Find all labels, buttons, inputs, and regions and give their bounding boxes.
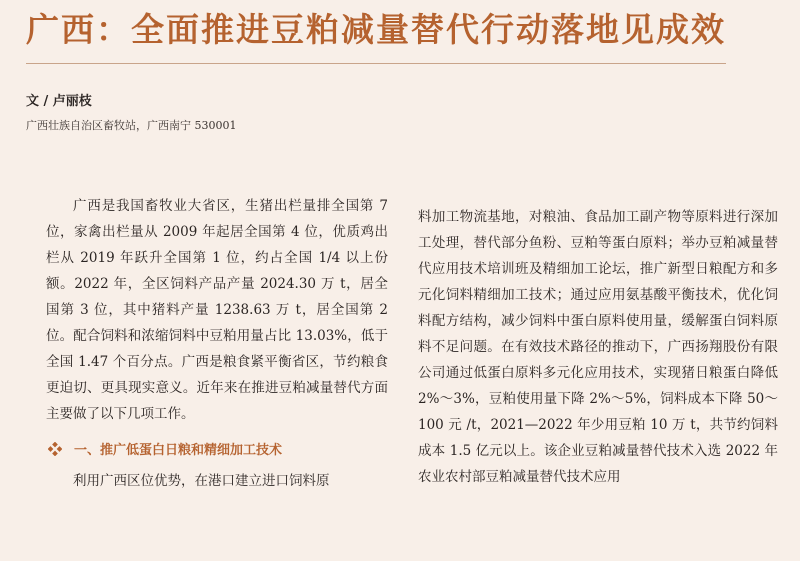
left-column — [46, 193, 388, 494]
author-affiliation: 广西壮族自治区畜牧站，广西南宁 530001 — [26, 119, 237, 132]
article-title: 广西：全面推进豆粕减量替代行动落地见成效 — [26, 10, 726, 49]
right-column — [418, 204, 778, 490]
section-heading-text: 一、推广低蛋白日粮和精细加工技术 — [74, 443, 283, 458]
diamond-cluster-icon — [48, 442, 62, 456]
intro-paragraph: 广西是我国畜牧业大省区，生猪出栏量排全国第 7 位，家禽出栏量从 2009 年起居全国第 4 位，优质鸡出栏从 2019 年跃升全国第 1 位，约占全国 1/4 以上份额。2022 年，全区饲料产品产量 2024.30 万 t，居全国第 3 位，其中猪料产量 1238.63 万 t，居全国第 2 位。配合饲料和浓缩饲料中豆粕用量占比 13.03%，低于全国 1.47 个百分点。广西是粮食紧平衡省区，节约粮食更迫切、更具现实意义。近年来在推进豆粕减量替代方面主要做了以下几项工作。 — [46, 198, 388, 422]
author-byline: 文 / 卢丽枝 — [26, 94, 92, 109]
section-heading-1 — [48, 439, 388, 458]
title-divider — [26, 63, 726, 64]
continued-paragraph: 料加工物流基地，对粮油、食品加工副产物等原料进行深加工处理，替代部分鱼粉、豆粕等蛋白原料；举办豆粕减量替代应用技术培训班及精细加工论坛，推广新型日粮配方和多元化饲料精细加工技术；通过应用氨基酸平衡技术，优化饲料配方结构，减少饲料中蛋白原料使用量，缓解蛋白饲料原料不足问题。在有效技术路径的推动下，广西扬翔股份有限公司通过低蛋白原料多元化应用技术，实现猪日粮蛋白降低 2%～3%，豆粕使用量下降 2%～5%，饲料成本下降 50～100 元 /t，2021—2022 年少用豆粕 10 万 t，共节约饲料成本 1.5 亿元以上。该企业豆粕减量替代技术入选 2022 年农业农村部豆粕减量替代技术应用 — [418, 209, 778, 485]
section-paragraph: 利用广西区位优势，在港口建立进口饲料原 — [73, 473, 330, 489]
